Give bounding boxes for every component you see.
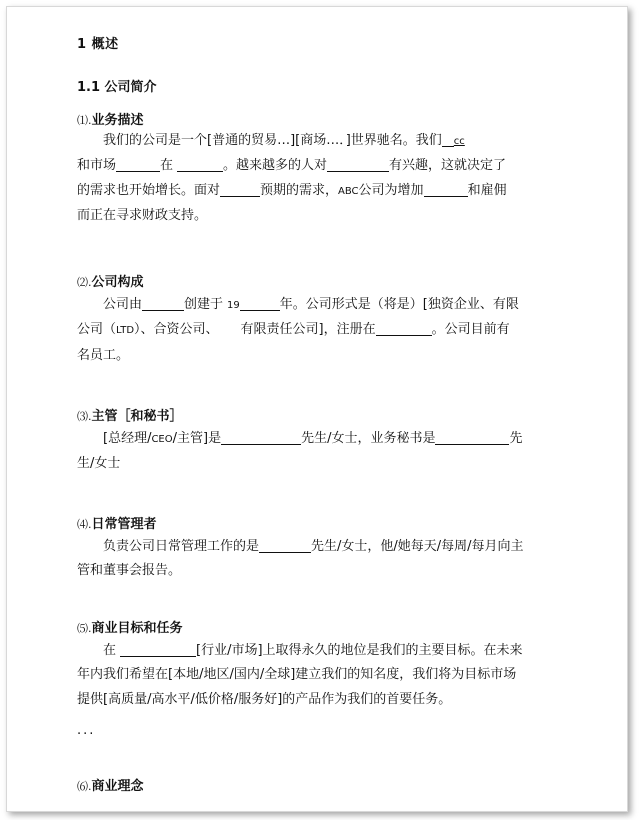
text-run: 和雇佣 [467, 182, 507, 198]
text-run: 先生/女士，他/她每天/每周/每月向主 [311, 539, 524, 554]
text-run: 公司为增加 [358, 182, 424, 198]
section-4-line-1 [77, 535, 567, 559]
blank-field[interactable] [259, 539, 311, 553]
section-2-heading [77, 271, 144, 290]
section-4-heading [77, 513, 157, 532]
text-run: 有兴趣，这就决定了 [389, 158, 507, 174]
text-run: 。公司目前有 [431, 322, 510, 338]
section-1-line-2 [77, 154, 567, 178]
text-run: 19 [227, 300, 240, 311]
section-4-number: ⑷. [77, 518, 92, 531]
text-run: 的需求也开始增长。面对 [77, 182, 221, 198]
section-2-line-3: 名员工。 [77, 347, 130, 363]
text-run: 负责公司日常管理工作的是 [103, 539, 260, 554]
text-run: 公司（ [77, 322, 117, 338]
blank-field[interactable] [220, 183, 260, 197]
section-3-heading [77, 405, 183, 424]
text-run: 在 [103, 643, 117, 658]
blank-field[interactable] [240, 297, 280, 311]
blank-field[interactable] [116, 158, 160, 172]
text-run: 公司由 [103, 297, 143, 312]
ellipsis: ... [77, 723, 96, 738]
text-run: LTD [116, 325, 135, 337]
text-run: 和市场 [77, 158, 117, 174]
section-2-number: ⑵. [77, 276, 92, 289]
section-3-line-2: 生/女士 [77, 456, 121, 472]
blank-field[interactable] [442, 133, 454, 147]
text-run: 我们的公司是一个[普通的贸易…][商场…．]世界驰名。我们 [103, 133, 442, 148]
section-1-line-3 [77, 179, 567, 204]
section-3-paragraph [77, 427, 567, 477]
text-run: cc [453, 136, 465, 147]
section-1-title: 业务描述 [91, 113, 144, 128]
section-6-heading [77, 775, 144, 794]
section-5-line-1 [77, 639, 567, 663]
text-run: 在 [160, 158, 174, 174]
text-run: 。越来越多的人对 [223, 158, 328, 174]
text-run: CEO [151, 434, 173, 445]
text-run: ）、合资公司、 [134, 322, 219, 338]
blank-field[interactable] [424, 183, 468, 197]
blank-field[interactable] [177, 158, 223, 172]
section-1-heading [77, 109, 144, 128]
text-run: /主管]是 [172, 431, 222, 446]
document-page [6, 6, 628, 812]
text-run: 先生/女士，业务秘书是 [301, 431, 436, 446]
section-6-number: ⑹. [77, 780, 92, 793]
heading-1-1: 1.1 公司简介 [77, 80, 157, 95]
blank-field[interactable] [142, 297, 184, 311]
blank-field[interactable] [327, 158, 389, 172]
section-6-title: 商业理念 [91, 779, 144, 794]
heading-1: 1 概述 [77, 37, 119, 52]
section-5-paragraph [77, 639, 567, 712]
text-run: 创建于 [184, 297, 224, 312]
section-4-paragraph [77, 535, 567, 584]
section-4-line-2: 管和董事会报告。 [77, 563, 182, 579]
section-1-number: ⑴. [77, 114, 92, 127]
section-5-heading [77, 617, 183, 636]
blank-field[interactable] [120, 643, 196, 657]
text-run: 先 [509, 431, 523, 446]
blank-field[interactable] [221, 431, 301, 445]
section-5-line-2: 年内我们希望在[本地/地区/国内/全球]建立我们的知名度，我们将为目标市场 [77, 667, 517, 683]
section-1-paragraph [77, 129, 567, 228]
section-2-line-1 [77, 293, 567, 318]
section-2-title: 公司构成 [91, 275, 144, 290]
section-5-line-3: 提供[高质量/高水平/低价格/服务好]的产品作为我们的首要任务。 [77, 691, 452, 707]
text-run: 年。公司形式是（将是）[独资企业、有限 [279, 297, 519, 312]
text-run: [总经理/ [103, 431, 152, 446]
text-run: 有限责任公司]，注册在 [240, 322, 376, 338]
text-run: 预期的需求， [260, 182, 339, 198]
section-2-paragraph [77, 293, 567, 368]
text-run: [行业/市场]上取得永久的地位是我们的主要目标。在未来 [196, 643, 523, 658]
section-5-title: 商业目标和任务 [91, 621, 183, 636]
section-2-line-2 [77, 318, 567, 343]
blank-field[interactable] [435, 431, 509, 445]
section-3-line-1 [77, 427, 567, 452]
section-1-line-4: 而正在寻求财政支持。 [77, 207, 208, 223]
section-3-title: 主管［和秘书］ [91, 409, 183, 424]
section-1-line-1 [77, 129, 567, 154]
section-5-number: ⑸. [77, 622, 92, 635]
blank-field[interactable] [376, 322, 432, 336]
text-run: ABC [338, 185, 359, 197]
section-3-number: ⑶. [77, 410, 92, 423]
section-4-title: 日常管理者 [91, 517, 157, 532]
